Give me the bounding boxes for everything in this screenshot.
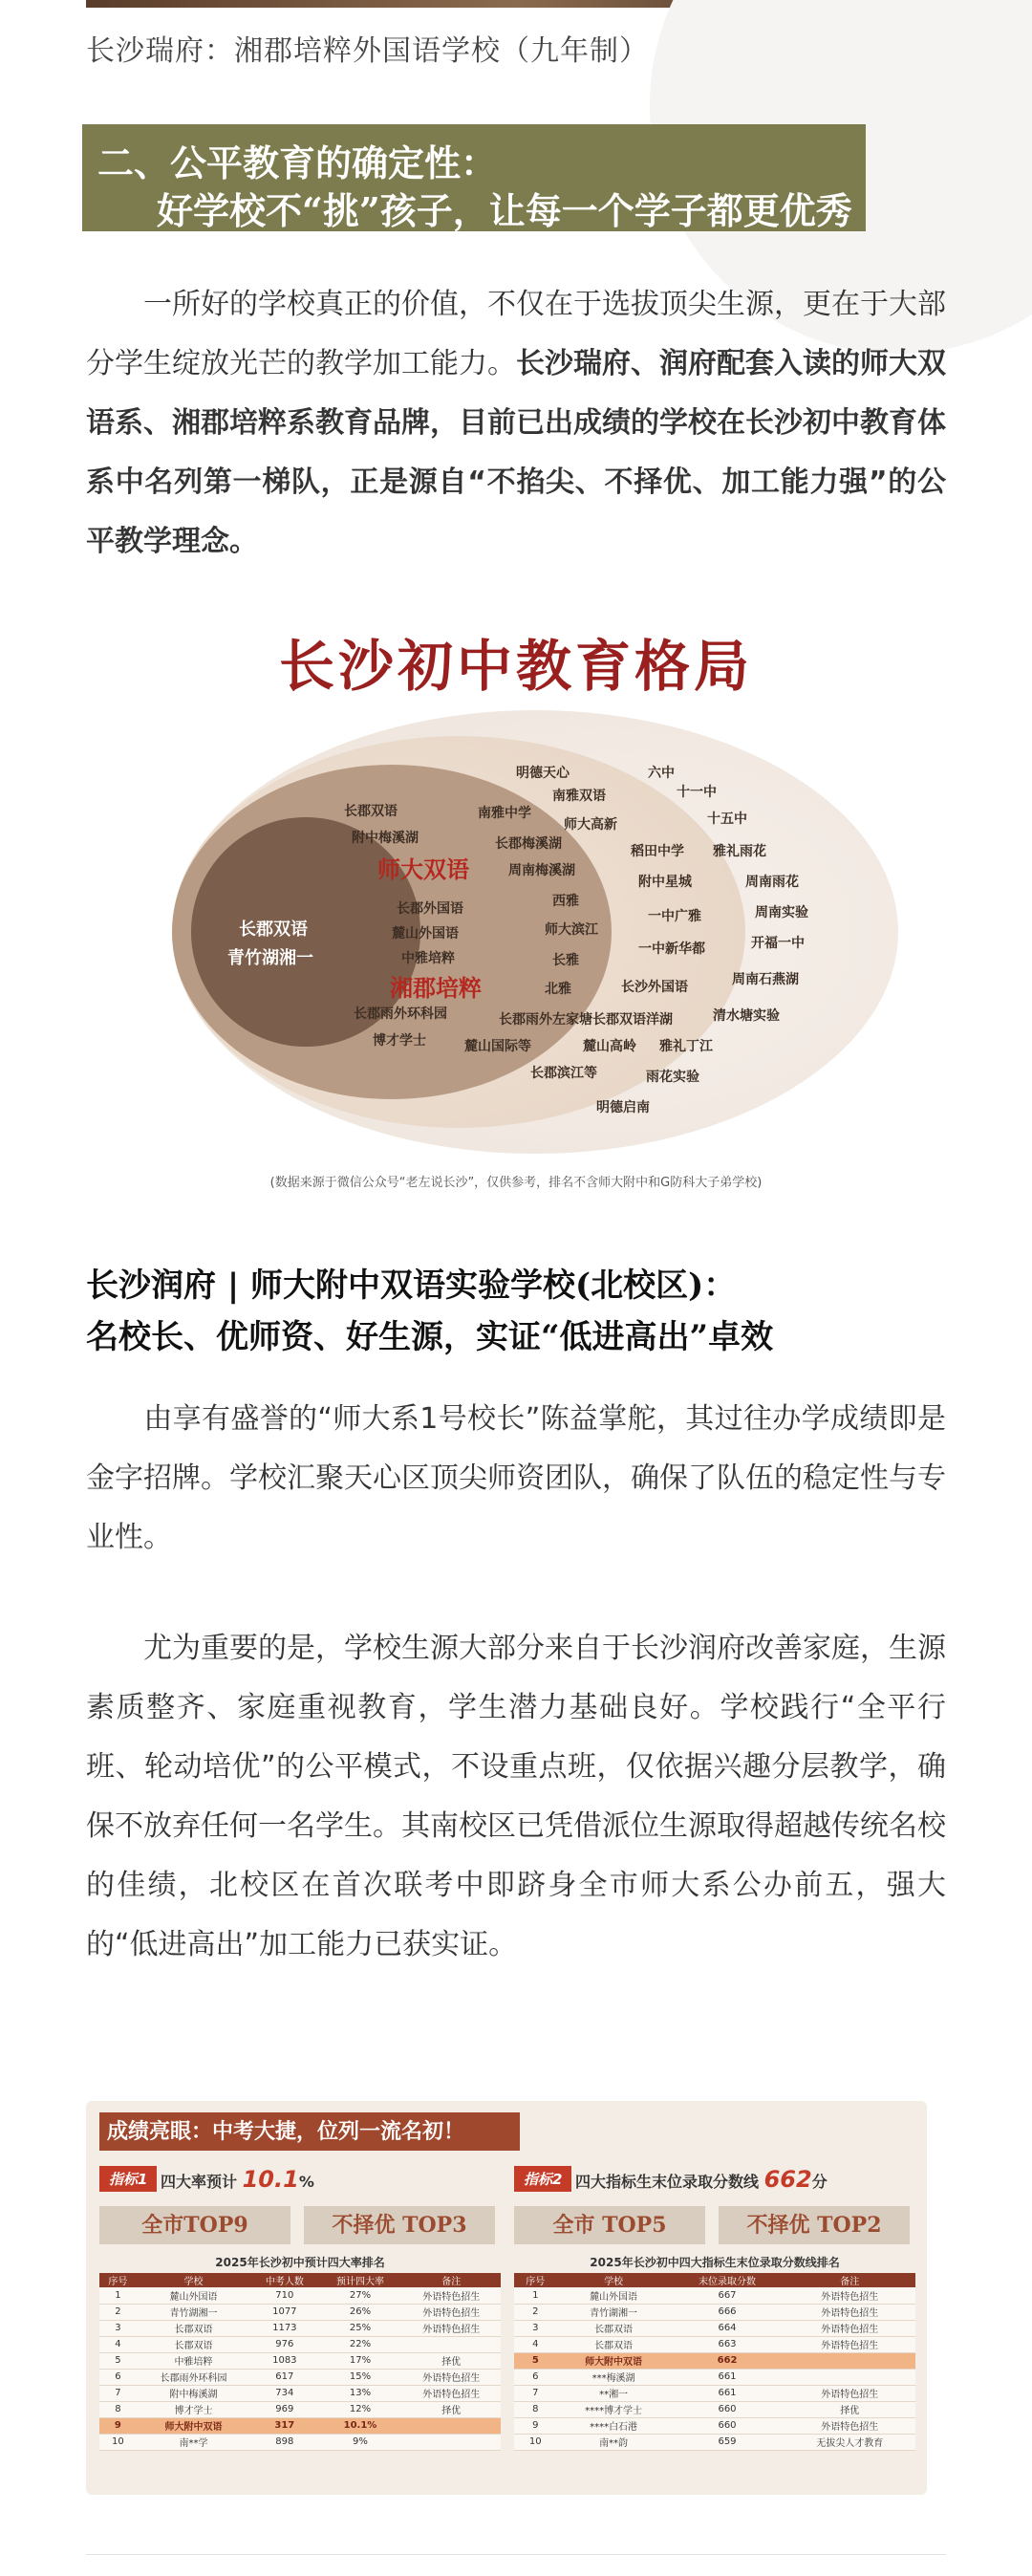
table-cell: 长郡雨外环科园 — [137, 2369, 251, 2385]
student-text: 尤为重要的是，学校生源大部分来自于长沙润府改善家庭，生源素质整齐、家庭重视教育，学生潜力基础良好。学校践行“全平行班、轮动培优”的公平模式，不设重点班，仅依据兴趣分层教学，确保不放弃任何一名学生。其南校区已凭借派位生源取得超越传统名校的佳绩，北校区在首次联考中即跻身全市师大系公办前五，强大的“低进高出”加工能力已获实证。 — [86, 1632, 946, 1961]
table-row — [99, 2352, 501, 2369]
indicator1-label: 四大率预计 — [161, 2173, 238, 2191]
table-cell: 择优 — [784, 2401, 915, 2417]
table-cell: 1083 — [250, 2352, 318, 2369]
tier4-school: 六中 — [648, 766, 675, 781]
table-cell: 外语特色招生 — [784, 2336, 915, 2352]
table-cell: 10 — [99, 2434, 137, 2450]
tier4-school: 雅礼丁江 — [659, 1039, 713, 1054]
table-row — [514, 2352, 915, 2369]
core-school-2: 青竹湖湘一 — [227, 948, 313, 968]
subheading — [86, 1260, 773, 1363]
table-cell: 4 — [99, 2336, 137, 2352]
tier4-school: 十一中 — [677, 785, 717, 800]
table-cell: 南**学 — [137, 2434, 251, 2450]
table-cell: 660 — [671, 2417, 785, 2434]
table-row — [514, 2287, 915, 2304]
table-header-cell: 学校 — [137, 2273, 251, 2287]
table-cell: ***梅溪湖 — [557, 2369, 671, 2385]
indicator2-table-title: 2025年长沙初中四大指标生末位录取分数线排名 — [590, 2256, 840, 2269]
table-cell: 969 — [250, 2401, 318, 2417]
tier3-school: 麓山国际等 — [464, 1039, 531, 1054]
table-cell: 长郡双语 — [137, 2320, 251, 2336]
table-row — [99, 2417, 501, 2434]
table-cell: 898 — [250, 2434, 318, 2450]
tier3-school: 长郡梅溪湖 — [495, 836, 562, 852]
table-cell: 麓山外国语 — [557, 2287, 671, 2304]
tier3-school: 明德天心 — [516, 766, 570, 781]
indicator2-unit: 分 — [811, 2173, 828, 2191]
table-cell: 663 — [671, 2336, 785, 2352]
section-banner — [82, 124, 866, 231]
principal-paragraph — [86, 1390, 946, 1568]
intro-text-b: 长沙瑞府、润府配套入读的师大双语系、湘郡培粹系教育品牌，目前已出成绩的学校在长沙初中教育体系中名列第一梯队，正是源自“不掐尖、不择优、加工能力强”的公平教学理念。 — [86, 347, 946, 558]
table-cell: 8 — [514, 2401, 557, 2417]
table-cell: 择优 — [402, 2401, 501, 2417]
table-row — [514, 2385, 915, 2401]
principal-text: 由享有盛誉的“师大系1号校长”陈益掌舵，其过往办学成绩即是金字招牌。学校汇聚天心区顶尖师资团队，确保了队伍的稳定性与专业性。 — [86, 1402, 946, 1554]
stats-title: 成绩亮眼：中考大捷，位列一流名初！ — [99, 2112, 520, 2151]
tier4-school: 开福一中 — [751, 936, 805, 951]
table-header-cell: 预计四大率 — [318, 2273, 401, 2287]
table-header-cell: 中考人数 — [250, 2273, 318, 2287]
indicator2-chip-nonselective: 不择优 TOP2 — [719, 2206, 910, 2244]
tier2-school: 附中梅溪湖 — [352, 831, 419, 846]
highlight-shida: 师大双语 — [377, 856, 469, 883]
table-cell: 661 — [671, 2369, 785, 2385]
chart-source-note: (数据来源于微信公众号“老左说长沙”，仅供参考，排名不含师大附中和G防科大子弟学校) — [269, 1176, 763, 1190]
indicator1-label-row — [161, 2166, 314, 2193]
table-cell: 661 — [671, 2385, 785, 2401]
indicator1-value: 10.1 — [242, 2166, 299, 2193]
table-cell: 9% — [318, 2434, 401, 2450]
tier4-school: 一中新华都 — [638, 942, 705, 957]
table-cell: 师大附中双语 — [557, 2352, 671, 2369]
student-paragraph — [86, 1619, 946, 1975]
table-row — [99, 2336, 501, 2352]
table-row — [99, 2401, 501, 2417]
table-cell: 317 — [250, 2417, 318, 2434]
table-cell: 27% — [318, 2287, 401, 2304]
tier4-school: 稻田中学 — [631, 844, 684, 859]
table-cell — [784, 2352, 915, 2369]
table-cell: 660 — [671, 2401, 785, 2417]
table-cell: 8 — [99, 2401, 137, 2417]
table-row — [514, 2401, 915, 2417]
table-cell: 长郡双语 — [557, 2336, 671, 2352]
tier4-school: 清水塘实验 — [713, 1008, 780, 1024]
tier3-school: 长郡雨外左家塘 — [499, 1012, 592, 1028]
tier3-school: 长郡双语洋湖 — [592, 1012, 673, 1028]
table-cell — [402, 2417, 501, 2434]
tier2-school: 博才学士 — [373, 1033, 426, 1049]
table-cell: 长郡双语 — [137, 2336, 251, 2352]
table-cell: 17% — [318, 2352, 401, 2369]
intro-text-a: 一所好的学校真正的价值，不仅在于选拔顶尖生源，更在于大部分学生绽放光芒的教学加工能力。 — [86, 288, 946, 380]
section-banner-line1: 二、公平教育的确定性： — [97, 141, 498, 184]
table-header-cell: 学校 — [557, 2273, 671, 2287]
table-header-cell: 备注 — [402, 2273, 501, 2287]
intro-paragraph — [86, 275, 946, 572]
subheading-line2: 名校长、优师资、好生源，实证“低进高出”卓效 — [86, 1318, 774, 1356]
table-cell: 15% — [318, 2369, 401, 2385]
table-cell: 青竹湖湘一 — [557, 2304, 671, 2320]
table-cell: 1077 — [250, 2304, 318, 2320]
table-cell — [402, 2434, 501, 2450]
tier4-school: 附中星城 — [638, 875, 692, 890]
tier4-school: 长沙外国语 — [621, 980, 688, 995]
indicator2-chip-city: 全市 TOP5 — [514, 2206, 705, 2244]
table-cell: 1173 — [250, 2320, 318, 2336]
table-cell: 中雅培粹 — [137, 2352, 251, 2369]
table-cell: ****博才学士 — [557, 2401, 671, 2417]
table-cell: 666 — [671, 2304, 785, 2320]
table-row — [99, 2304, 501, 2320]
table-cell: 外语特色招生 — [402, 2320, 501, 2336]
table-cell: 长郡双语 — [557, 2320, 671, 2336]
indicator2-tag: 指标2 — [514, 2166, 571, 2192]
table-row — [99, 2287, 501, 2304]
indicator1-table-title: 2025年长沙初中预计四大率排名 — [215, 2256, 385, 2269]
table-row — [99, 2434, 501, 2450]
table-cell: 外语特色招生 — [784, 2287, 915, 2304]
tier3-school: 南雅双语 — [552, 789, 606, 804]
table-cell: 5 — [514, 2352, 557, 2369]
table-cell: 外语特色招生 — [402, 2385, 501, 2401]
table-cell: 博才学士 — [137, 2401, 251, 2417]
tier4-school: 十五中 — [707, 812, 747, 827]
table-cell: 10 — [514, 2434, 557, 2450]
table-cell: 662 — [671, 2352, 785, 2369]
table-cell: 13% — [318, 2385, 401, 2401]
table-cell: 3 — [514, 2320, 557, 2336]
tier4-school: 明德启南 — [596, 1100, 650, 1115]
table-cell: 6 — [514, 2369, 557, 2385]
chart-title: 长沙初中教育格局 — [278, 634, 753, 699]
table-cell: 外语特色招生 — [402, 2287, 501, 2304]
table-cell: **湘一 — [557, 2385, 671, 2401]
tier2-school: 麓山外国语 — [392, 926, 459, 942]
table-cell: 择优 — [402, 2352, 501, 2369]
table-cell: 1 — [99, 2287, 137, 2304]
table-cell: 664 — [671, 2320, 785, 2336]
table-cell: 976 — [250, 2336, 318, 2352]
tier3-school: 南雅中学 — [478, 806, 531, 821]
table-cell: 附中梅溪湖 — [137, 2385, 251, 2401]
stats-card — [86, 2101, 927, 2495]
table-cell: 外语特色招生 — [784, 2304, 915, 2320]
table-cell: 617 — [250, 2369, 318, 2385]
table-row — [99, 2385, 501, 2401]
table-cell: 12% — [318, 2401, 401, 2417]
tier4-school: 周南雨花 — [745, 875, 799, 890]
table-cell: 4 — [514, 2336, 557, 2352]
tier4-school: 周南实验 — [755, 905, 808, 920]
table-cell: 无拔尖人才教育 — [784, 2434, 915, 2450]
indicator2-value: 662 — [763, 2166, 812, 2193]
table-row — [514, 2320, 915, 2336]
table-cell: 外语特色招生 — [402, 2369, 501, 2385]
table-cell: 外语特色招生 — [784, 2320, 915, 2336]
indicator2-panel — [514, 2166, 915, 2487]
tier3-school: 长雅 — [552, 953, 579, 968]
table-header-cell: 末位录取分数 — [671, 2273, 785, 2287]
table-cell: 师大附中双语 — [137, 2417, 251, 2434]
subheading-line1: 长沙润府 | 师大附中双语实验学校(北校区)： — [86, 1266, 737, 1305]
table-cell: 2 — [514, 2304, 557, 2320]
tier4-school: 雨花实验 — [646, 1070, 699, 1085]
table-row — [514, 2304, 915, 2320]
tier3-school: 麓山高岭 — [583, 1039, 636, 1054]
indicator1-unit: % — [298, 2173, 314, 2191]
table-cell: 9 — [514, 2417, 557, 2434]
tier2-school: 中雅培粹 — [401, 951, 455, 966]
tier4-school: 雅礼雨花 — [713, 844, 766, 859]
school-caption: 长沙瑞府：湘郡培粹外国语学校（九年制） — [86, 34, 649, 68]
table-cell: 667 — [671, 2287, 785, 2304]
table-cell: 25% — [318, 2320, 401, 2336]
table-cell: 1 — [514, 2287, 557, 2304]
table-header-cell: 序号 — [99, 2273, 137, 2287]
tier3-school: 西雅 — [552, 894, 579, 909]
table-cell: 麓山外国语 — [137, 2287, 251, 2304]
tier4-school: 一中广雅 — [648, 909, 701, 924]
indicator2-label-row — [575, 2166, 828, 2193]
tier3-school: 师大高新 — [564, 817, 617, 833]
table-row — [514, 2336, 915, 2352]
table-cell: 外语特色招生 — [784, 2417, 915, 2434]
table-cell: 3 — [99, 2320, 137, 2336]
table-row — [99, 2369, 501, 2385]
indicator1-tag: 指标1 — [99, 2166, 157, 2192]
table-cell: 7 — [514, 2385, 557, 2401]
tier3-school: 北雅 — [545, 982, 571, 997]
table-row — [514, 2417, 915, 2434]
table-cell: 26% — [318, 2304, 401, 2320]
bottom-divider — [86, 2554, 946, 2555]
table-cell: 734 — [250, 2385, 318, 2401]
table-header-cell: 备注 — [784, 2273, 915, 2287]
indicator2-table — [514, 2273, 915, 2451]
table-cell: 7 — [99, 2385, 137, 2401]
table-cell: 659 — [671, 2434, 785, 2450]
table-header-cell: 序号 — [514, 2273, 557, 2287]
table-row — [99, 2320, 501, 2336]
indicator1-chip-city: 全市TOP9 — [99, 2206, 290, 2244]
table-row — [514, 2434, 915, 2450]
table-cell — [402, 2336, 501, 2352]
table-cell: ****白石港 — [557, 2417, 671, 2434]
table-cell: 青竹湖湘一 — [137, 2304, 251, 2320]
highlight-xiangjun: 湘郡培粹 — [390, 975, 482, 1002]
table-cell: 22% — [318, 2336, 401, 2352]
table-row — [514, 2369, 915, 2385]
indicator1-chip-nonselective: 不择优 TOP3 — [304, 2206, 495, 2244]
table-cell: 5 — [99, 2352, 137, 2369]
table-cell — [784, 2369, 915, 2385]
table-cell: 710 — [250, 2287, 318, 2304]
table-cell: 9 — [99, 2417, 137, 2434]
tier3-school: 长郡滨江等 — [530, 1066, 597, 1081]
indicator1-table — [99, 2273, 501, 2451]
tier3-school: 师大滨江 — [545, 922, 598, 938]
table-cell: 6 — [99, 2369, 137, 2385]
tier3-school: 周南梅溪湖 — [508, 863, 575, 878]
tier2-school: 长郡雨外环科园 — [354, 1007, 447, 1022]
table-cell: 外语特色招生 — [402, 2304, 501, 2320]
table-cell: 外语特色招生 — [784, 2385, 915, 2401]
core-school-1: 长郡双语 — [239, 920, 308, 940]
section-banner-line2: 好学校不“挑”孩子，让每一个学子都更优秀 — [157, 189, 852, 232]
table-cell: 南**韵 — [557, 2434, 671, 2450]
indicator2-label: 四大指标生末位录取分数线 — [575, 2173, 760, 2191]
table-cell: 2 — [99, 2304, 137, 2320]
tier4-school: 周南石燕湖 — [732, 972, 799, 987]
tier2-school: 长郡双语 — [344, 804, 398, 819]
tier2-school: 长郡外国语 — [397, 901, 463, 917]
table-cell: 10.1% — [318, 2417, 401, 2434]
indicator1-panel — [99, 2166, 501, 2487]
